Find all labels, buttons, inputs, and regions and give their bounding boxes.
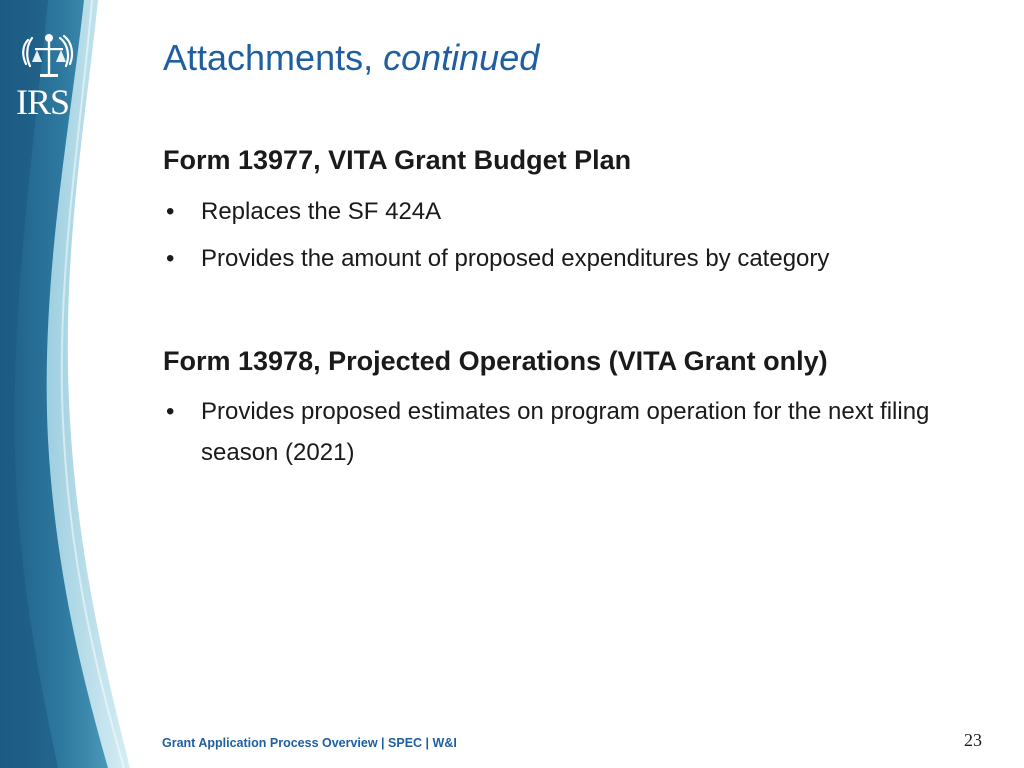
section-form-13977 <box>163 143 963 279</box>
slide-title <box>163 36 539 80</box>
section-heading: Form 13978, Projected Operations (VITA Grant only) <box>163 346 828 376</box>
bullet-icon: • <box>166 198 175 225</box>
bullet-list <box>163 191 963 279</box>
bullet-text: Provides the amount of proposed expenditures by category <box>201 245 830 272</box>
page-number: 23 <box>964 730 982 750</box>
bullet-text: Provides proposed estimates on program operation for the next filing season (2021) <box>201 398 930 466</box>
footer-text: Grant Application Process Overview | SPEC | W&I <box>162 736 457 750</box>
section-heading: Form 13977, VITA Grant Budget Plan <box>163 145 632 175</box>
irs-logo-text: IRS <box>16 82 70 122</box>
irs-logo <box>12 30 82 125</box>
slide-title-main: Attachments, <box>163 37 374 78</box>
bullet-icon: • <box>166 398 175 425</box>
slide-title-emphasis: continued <box>383 37 540 78</box>
bullet-list <box>163 391 963 473</box>
bullet-icon: • <box>166 245 175 272</box>
irs-eagle-scales-icon <box>18 30 78 86</box>
list-item <box>163 391 963 473</box>
list-item <box>163 191 963 232</box>
list-item <box>163 238 963 279</box>
bullet-text: Replaces the SF 424A <box>201 198 442 225</box>
section-form-13978 <box>163 344 963 473</box>
